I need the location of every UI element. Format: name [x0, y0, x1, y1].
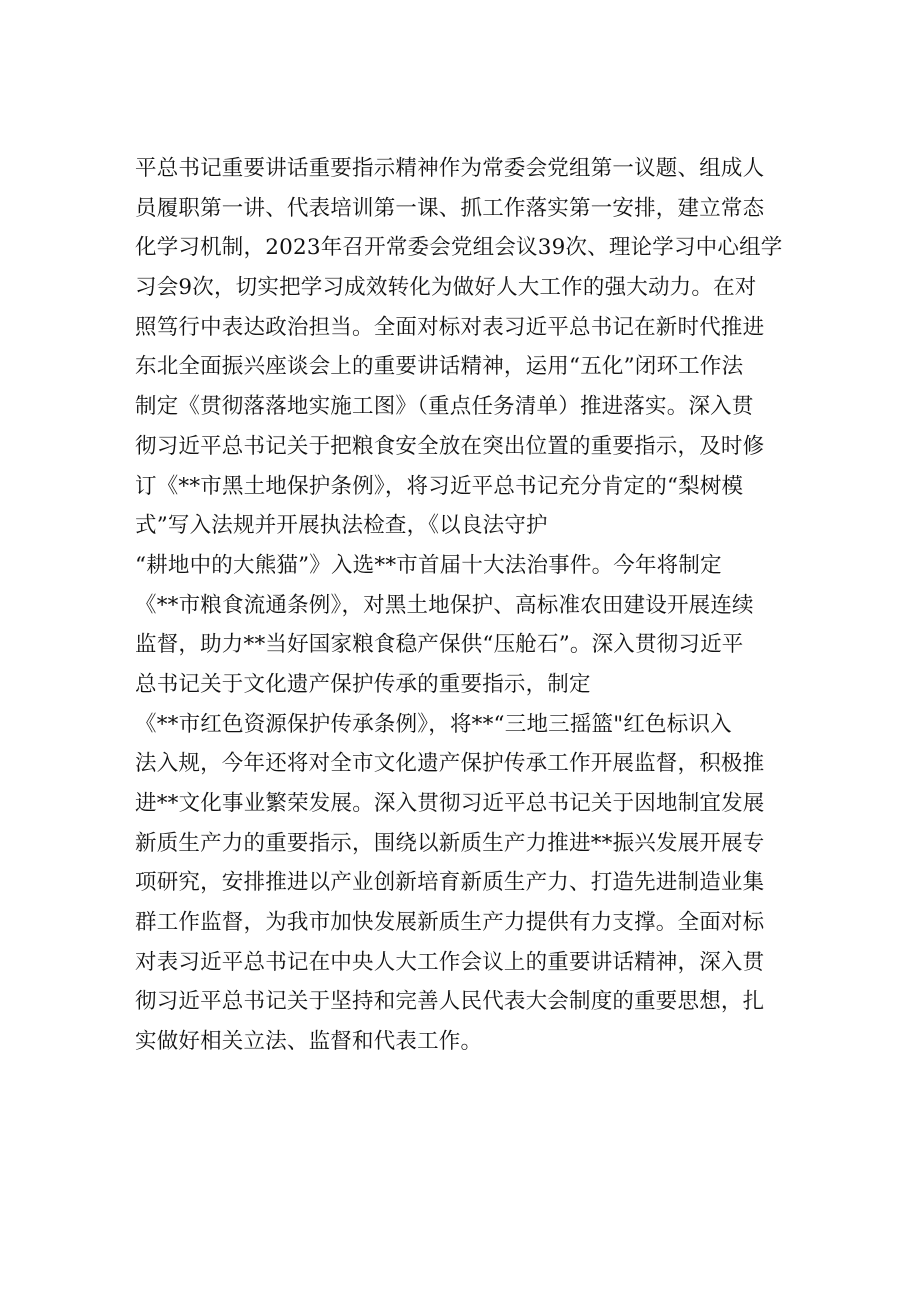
text-line: 法入规，今年还将对全市文化遗产保护传承工作开展监督，积极推: [135, 751, 765, 777]
text-line: 项研究，安排推进以产业创新培育新质生产力、打造先进制造业集: [135, 870, 765, 896]
text-line: “耕地中的大熊猫”》入选**市首届十大法治事件。今年将制定: [135, 552, 722, 578]
text-line: 平总书记重要讲话重要指示精神作为常委会党组第一议题、组成人: [135, 156, 765, 181]
text-line: 群工作监督，为我市加快发展新质生产力提供有力支撑。全面对标: [135, 910, 765, 936]
text-line: 总书记关于文化遗产保护传承的重要指示，制定: [135, 671, 591, 697]
text-line: 彻习近平总书记关于坚持和完善人民代表大会制度的重要思想，扎: [135, 989, 765, 1015]
text-line: 订《**市黑土地保护条例》，将习近平总书记充分肯定的“梨树模: [135, 473, 744, 499]
text-line: 化学习机制，2023年召开常委会党组会议39次、理论学习中心组学: [135, 235, 783, 261]
text-line: 《**市粮食流通条例》，对黑土地保护、高标准农田建设开展连续: [135, 592, 754, 618]
text-line: 对表习近平总书记在中央人大工作会议上的重要讲话精神，深入贯: [135, 949, 765, 975]
text-line: 照笃行中表达政治担当。全面对标对表习近平总书记在新时代推进: [135, 314, 765, 340]
text-line: 彻习近平总书记关于把粮食安全放在突出位置的重要指示，及时修: [135, 433, 765, 459]
text-line: 式”写入法规并开展执法检查，《以良法守护: [135, 513, 548, 539]
text-line: 制定《贯彻落落地实施工图》（重点任务清单）推进落实。深入贯: [135, 394, 754, 420]
text-line: 进**文化事业繁荣发展。深入贯彻习近平总书记关于因地制宜发展: [135, 791, 765, 816]
text-line: 东北全面振兴座谈会上的重要讲话精神，运用“五化”闭环工作法: [135, 354, 744, 380]
text-line: 习会9次，切实把学习成效转化为做好人大工作的强大动力。在对: [135, 275, 757, 301]
text-line: 《**市红色资源保护传承条例》，将**“三地三摇篮"红色标识入: [135, 711, 732, 737]
text-line: 实做好相关立法、监督和代表工作。: [135, 1029, 483, 1055]
body-paragraph: [135, 149, 815, 1062]
text-line: 员履职第一讲、代表培训第一课、抓工作落实第一安排，建立常态: [135, 195, 765, 221]
text-line: 监督，助力**当好国家粮食稳产保供“压舱石”。深入贯彻习近平: [135, 632, 744, 658]
text-line: 新质生产力的重要指示，围绕以新质生产力推进**振兴发展开展专: [135, 830, 765, 856]
